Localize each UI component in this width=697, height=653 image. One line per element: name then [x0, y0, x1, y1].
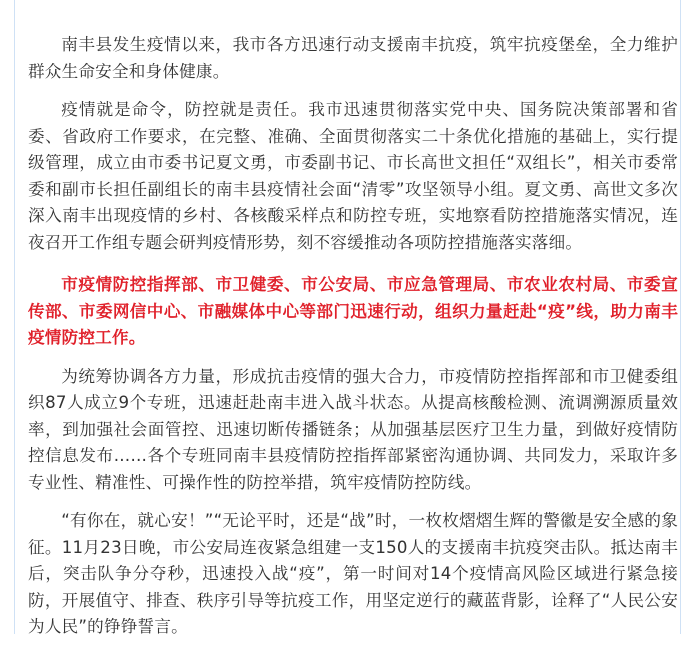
paragraph-police: “有你在，就心安！”“无论平时，还是“战”时，一枚枚熠熠生辉的警徽是安全感的象征。11月23日晚，市公安局连夜紧急组建一支150人的支援南丰抗疫突击队。抵达南丰后，突击队争分夺秒，迅速投入战“疫”，第一时间对14个疫情高风险区域进行紧急接防，开展值守、排查、秩序引导等抗疫工作，用坚定逆行的藏蓝背影，诠释了“人民公安为人民”的铮铮誓言。 [28, 511, 678, 636]
article-body [28, 32, 678, 653]
paragraph-highlight: 市疫情防控指挥部、市卫健委、市公安局、市应急管理局、市农业农村局、市委宣传部、市委网信中心、市融媒体中心等部门迅速行动，组织力量赶赴“疫”线，助力南丰疫情防控工作。 [28, 275, 678, 347]
paragraph-intro: 南丰县发生疫情以来，我市各方迅速行动支援南丰抗疫，筑牢抗疫堡垒，全力维护群众生命安全和身体健康。 [28, 35, 678, 81]
paragraph-leadership: 疫情就是命令，防控就是责任。我市迅速贯彻落实党中央、国务院决策部署和省委、省政府工作要求，在完整、准确、全面贯彻落实二十条优化措施的基础上，实行提级管理，成立由市委书记夏文勇，市委副书记、市长高世文担任“双组长”，相关市委常委和副市长担任副组长的南丰县疫情社会面“清零”攻坚领导小组。夏文勇、高世文多次深入南丰出现疫情的乡村、各核酸采样点和防控专班，实地察看防控措施落实情况，连夜召开工作组专题会研判疫情形势，刻不容缓推动各项防控措施落实落细。 [28, 100, 678, 252]
paragraph-task-force: 为统筹协调各方力量，形成抗击疫情的强大合力，市疫情防控指挥部和市卫健委组织87人成立9个专班，迅速赶赴南丰进入战斗状态。从提高核酸检测、流调溯源质量效率，到加强社会面管控、迅速切断传播链条；从加强基层医疗卫生力量，到做好疫情防控信息发布……各个专班同南丰县疫情防控指挥部紧密沟通协调、共同发力，采取许多专业性、精准性、可操作性的防控举措，筑牢疫情防控防线。 [28, 366, 678, 492]
